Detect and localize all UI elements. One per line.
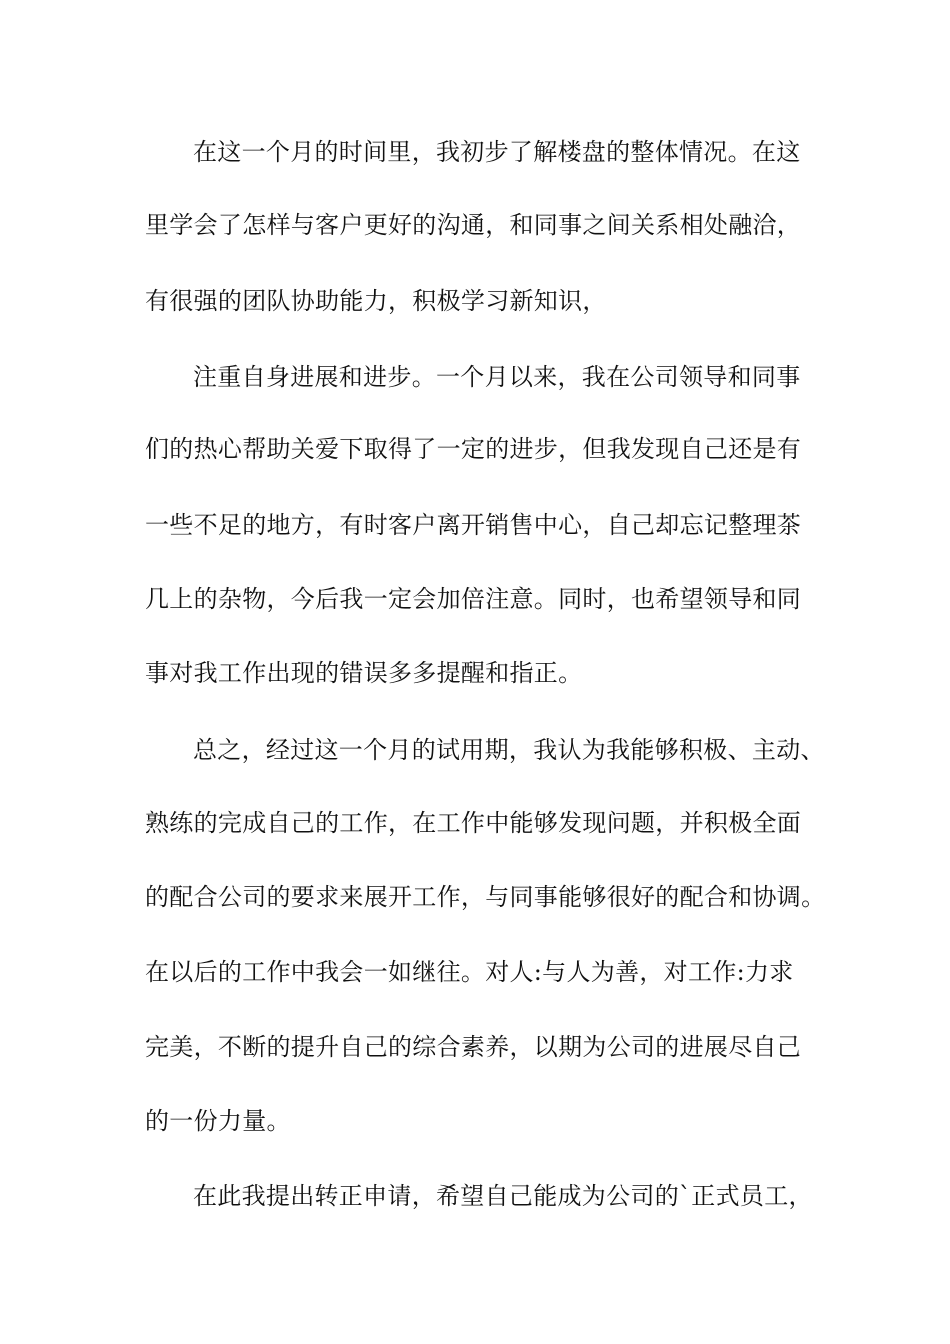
text-line: 有很强的团队协助能力，积极学习新知识，: [145, 287, 607, 315]
text-line: 里学会了怎样与客户更好的沟通，和同事之间关系相处融洽，: [145, 211, 802, 239]
text-line: 总之，经过这一个月的试用期，我认为我能够积极、主动、: [193, 736, 825, 764]
text-line: 们的热心帮助关爱下取得了一定的进步，但我发现自己还是有: [145, 435, 802, 463]
text-line: 的一份力量。: [145, 1107, 291, 1135]
text-line: 在以后的工作中我会一如继往。对人:与人为善，对工作:力求: [145, 958, 794, 986]
text-line: 几上的杂物，今后我一定会加倍注意。同时，也希望领导和同: [145, 585, 802, 613]
text-line: 在此我提出转正申请，希望自己能成为公司的`正式员工，: [193, 1182, 813, 1210]
text-line: 一些不足的地方，有时客户离开销售中心，自己却忘记整理茶: [145, 511, 802, 539]
text-line: 在这一个月的时间里，我初步了解楼盘的整体情况。在这: [193, 138, 801, 166]
text-line: 完美，不断的提升自己的综合素养，以期为公司的进展尽自己: [145, 1033, 802, 1061]
text-line: 注重自身进展和进步。一个月以来，我在公司领导和同事: [193, 363, 801, 391]
text-line: 的配合公司的要求来展开工作，与同事能够很好的配合和协调。: [145, 883, 826, 911]
text-line: 熟练的完成自己的工作，在工作中能够发现问题，并积极全面: [145, 809, 802, 837]
text-line: 事对我工作出现的错误多多提醒和指正。: [145, 659, 583, 687]
